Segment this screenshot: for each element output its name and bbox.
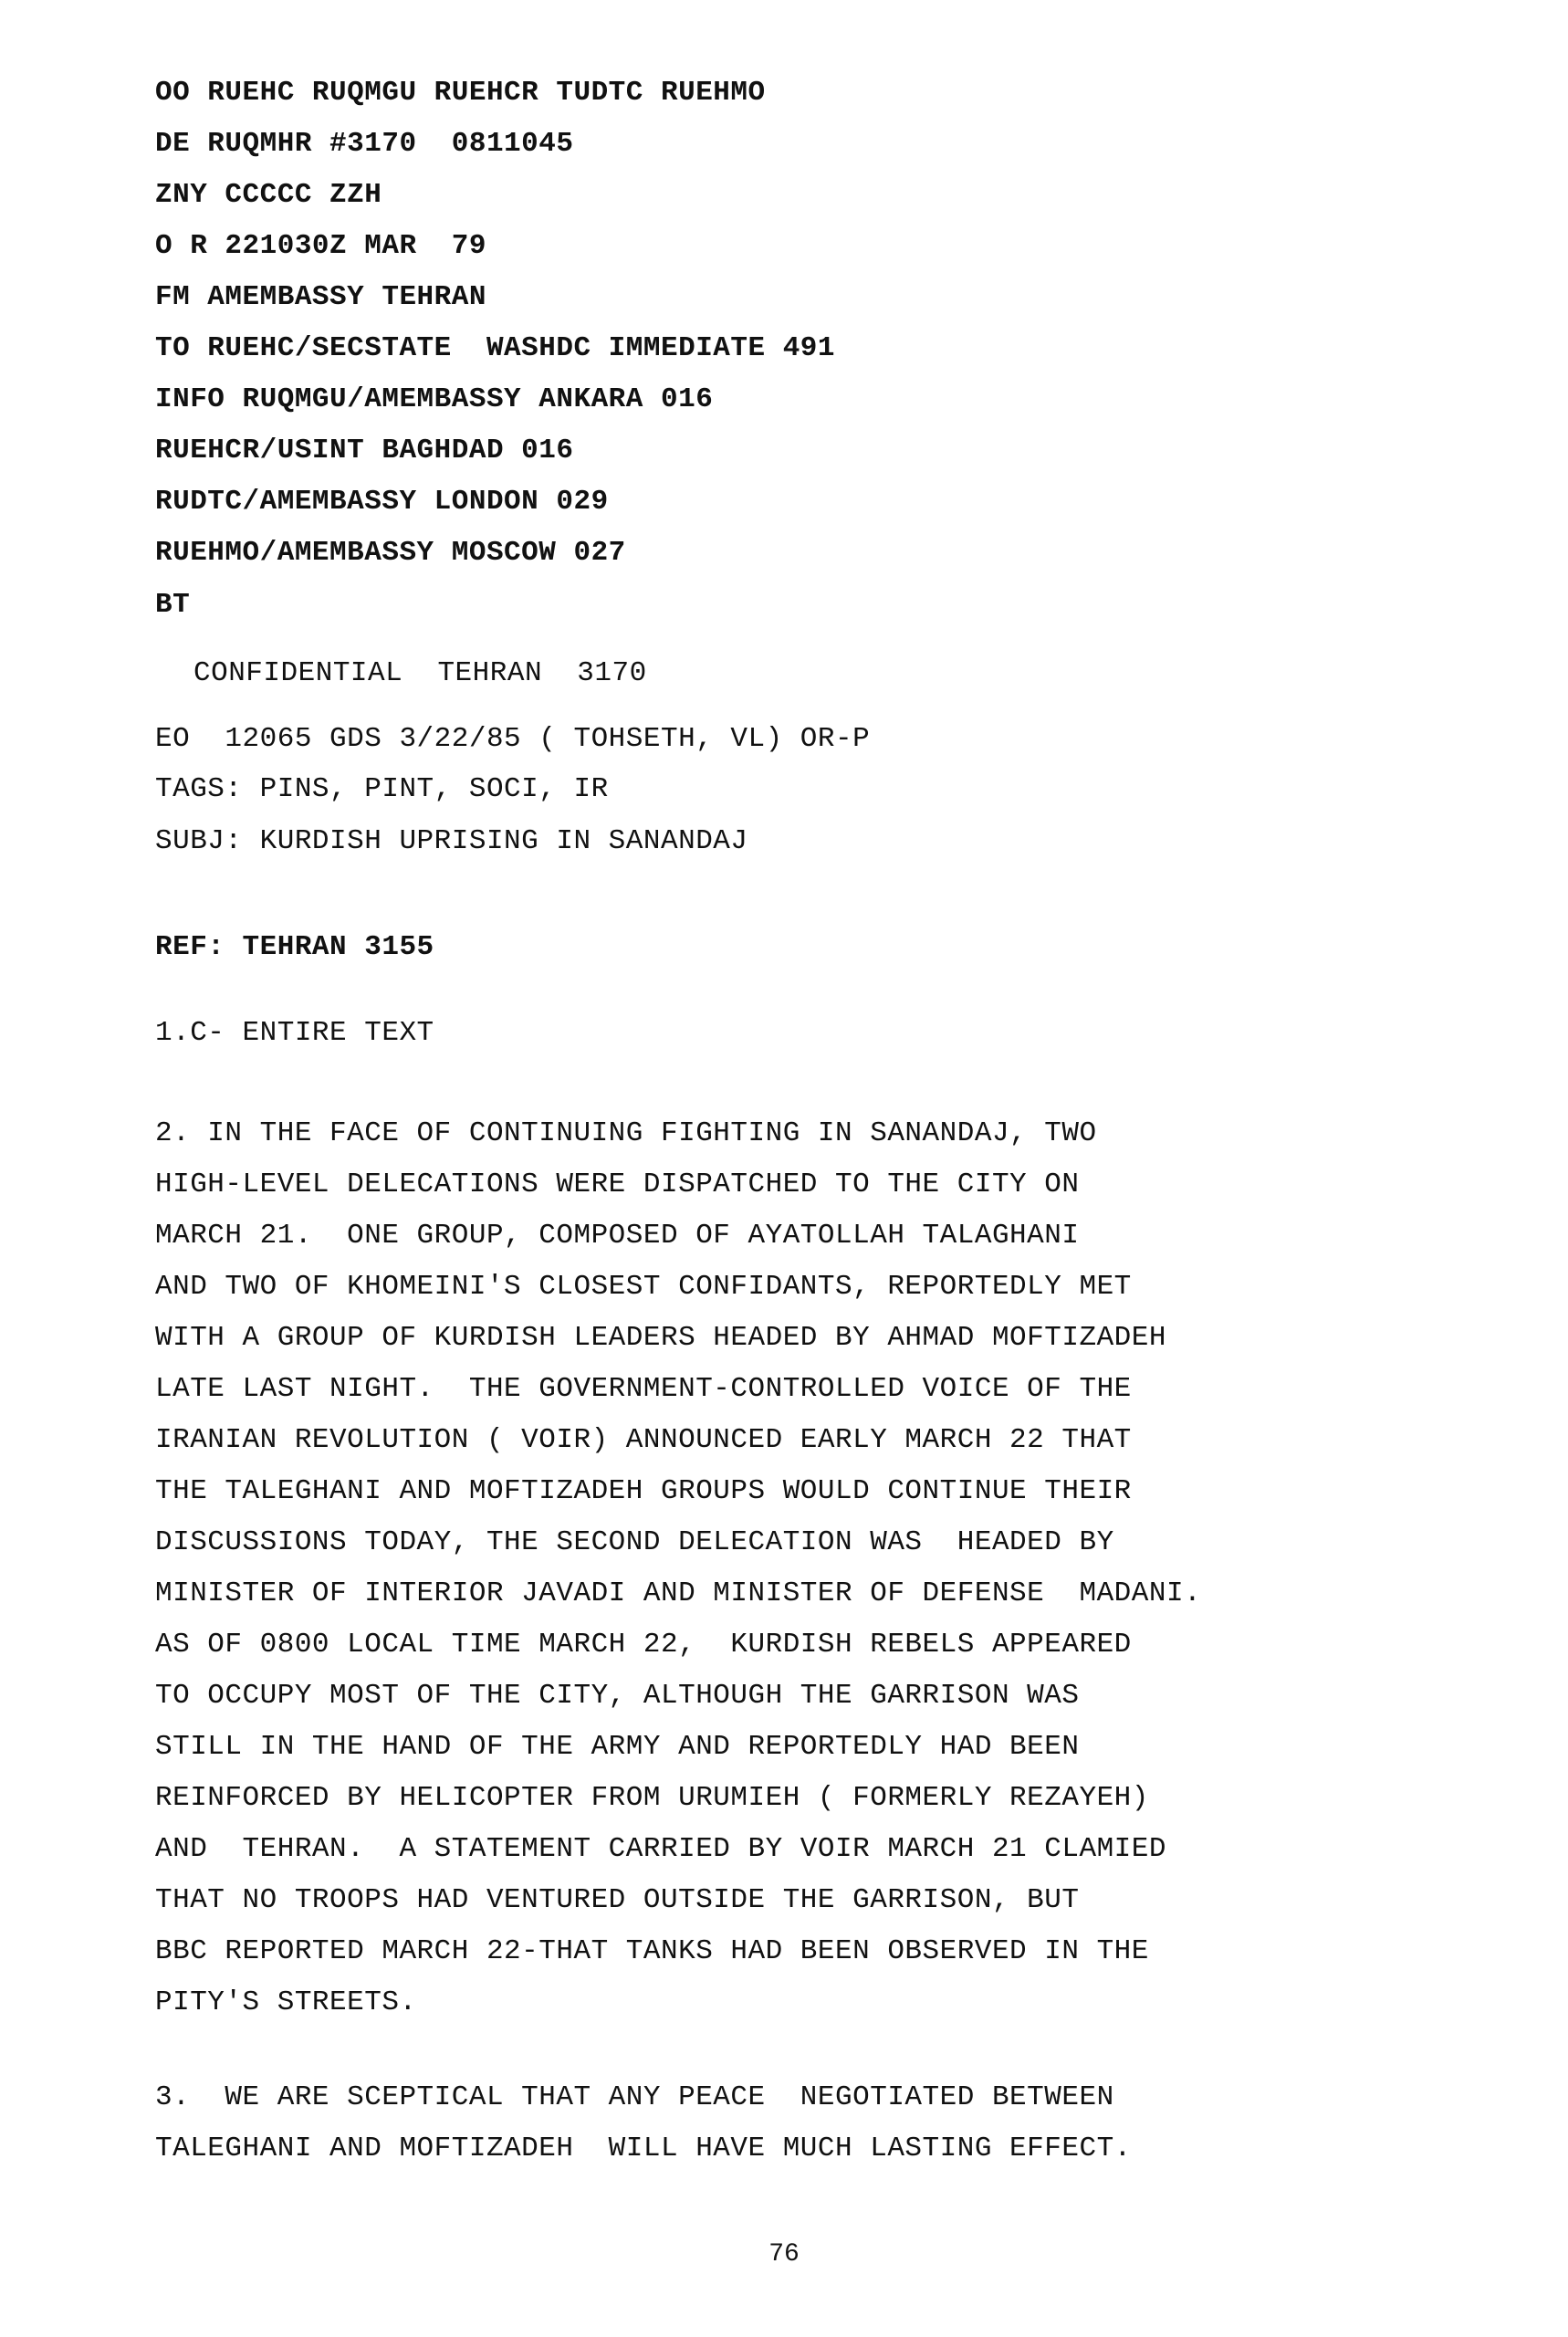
- info-line: RUEHMO/AMEMBASSY MOSCOW 027: [155, 537, 626, 569]
- subj-line: SUBJ: KURDISH UPRISING IN SANANDAJ: [155, 825, 748, 857]
- page-number: 76: [768, 2240, 800, 2269]
- paragraph-2-line: TO OCCUPY MOST OF THE CITY, ALTHOUGH THE GARRISON WAS: [155, 1680, 1080, 1712]
- paragraph-3-line: 3. WE ARE SCEPTICAL THAT ANY PEACE NEGOTIATED BETWEEN: [155, 2081, 1114, 2113]
- paragraph-2-line: MINISTER OF INTERIOR JAVADI AND MINISTER OF DEFENSE MADANI.: [155, 1577, 1202, 1609]
- paragraph-2-line: LATE LAST NIGHT. THE GOVERNMENT-CONTROLLED VOICE OF THE: [155, 1373, 1132, 1405]
- paragraph-2-line: AND TEHRAN. A STATEMENT CARRIED BY VOIR MARCH 21 CLAMIED: [155, 1833, 1166, 1865]
- classification-line: CONFIDENTIAL TEHRAN 3170: [193, 657, 647, 689]
- paragraph-2-line: IRANIAN REVOLUTION ( VOIR) ANNOUNCED EARLY MARCH 22 THAT: [155, 1424, 1132, 1456]
- paragraph-2-line: STILL IN THE HAND OF THE ARMY AND REPORTEDLY HAD BEEN: [155, 1731, 1080, 1763]
- paragraph-2-line: DISCUSSIONS TODAY, THE SECOND DELECATION WAS HEADED BY: [155, 1526, 1114, 1558]
- info-line: RUEHCR/USINT BAGHDAD 016: [155, 435, 574, 466]
- eo-line: EO 12065 GDS 3/22/85 ( TOHSETH, VL) OR-P: [155, 723, 871, 755]
- paragraph-2-line: WITH A GROUP OF KURDISH LEADERS HEADED BY AHMAD MOFTIZADEH: [155, 1322, 1166, 1354]
- to-line: TO RUEHC/SECSTATE WASHDC IMMEDIATE 491: [155, 332, 836, 364]
- paragraph-1: 1.C- ENTIRE TEXT: [155, 1017, 434, 1049]
- paragraph-2-line: BBC REPORTED MARCH 22-THAT TANKS HAD BEEN OBSERVED IN THE: [155, 1935, 1149, 1967]
- de-line: DE RUQMHR #3170 0811045: [155, 128, 574, 160]
- paragraph-2-line: AS OF 0800 LOCAL TIME MARCH 22, KURDISH REBELS APPEARED: [155, 1629, 1132, 1661]
- paragraph-2-line: PITY'S STREETS.: [155, 1986, 417, 2018]
- paragraph-2-line: MARCH 21. ONE GROUP, COMPOSED OF AYATOLLAH TALAGHANI: [155, 1220, 1080, 1252]
- routing-line: OO RUEHC RUQMGU RUEHCR TUDTC RUEHMO: [155, 77, 766, 109]
- from-line: FM AMEMBASSY TEHRAN: [155, 281, 486, 313]
- info-line: INFO RUQMGU/AMEMBASSY ANKARA 016: [155, 383, 714, 415]
- info-line: RUDTC/AMEMBASSY LONDON 029: [155, 486, 609, 518]
- dtg-line: O R 221030Z MAR 79: [155, 230, 486, 262]
- bt-marker: BT: [155, 589, 191, 621]
- tags-line: TAGS: PINS, PINT, SOCI, IR: [155, 773, 609, 805]
- paragraph-2-line: 2. IN THE FACE OF CONTINUING FIGHTING IN SANANDAJ, TWO: [155, 1117, 1097, 1149]
- paragraph-2-line: THE TALEGHANI AND MOFTIZADEH GROUPS WOULD CONTINUE THEIR: [155, 1475, 1132, 1507]
- zny-line: ZNY CCCCC ZZH: [155, 179, 382, 211]
- paragraph-2-line: AND TWO OF KHOMEINI'S CLOSEST CONFIDANTS, REPORTEDLY MET: [155, 1271, 1132, 1303]
- paragraph-2-line: THAT NO TROOPS HAD VENTURED OUTSIDE THE GARRISON, BUT: [155, 1884, 1080, 1916]
- paragraph-3-line: TALEGHANI AND MOFTIZADEH WILL HAVE MUCH LASTING EFFECT.: [155, 2133, 1132, 2164]
- paragraph-2-line: REINFORCED BY HELICOPTER FROM URUMIEH ( FORMERLY REZAYEH): [155, 1782, 1149, 1814]
- paragraph-2-line: HIGH-LEVEL DELECATIONS WERE DISPATCHED TO THE CITY ON: [155, 1168, 1080, 1200]
- ref-line: REF: TEHRAN 3155: [155, 931, 434, 963]
